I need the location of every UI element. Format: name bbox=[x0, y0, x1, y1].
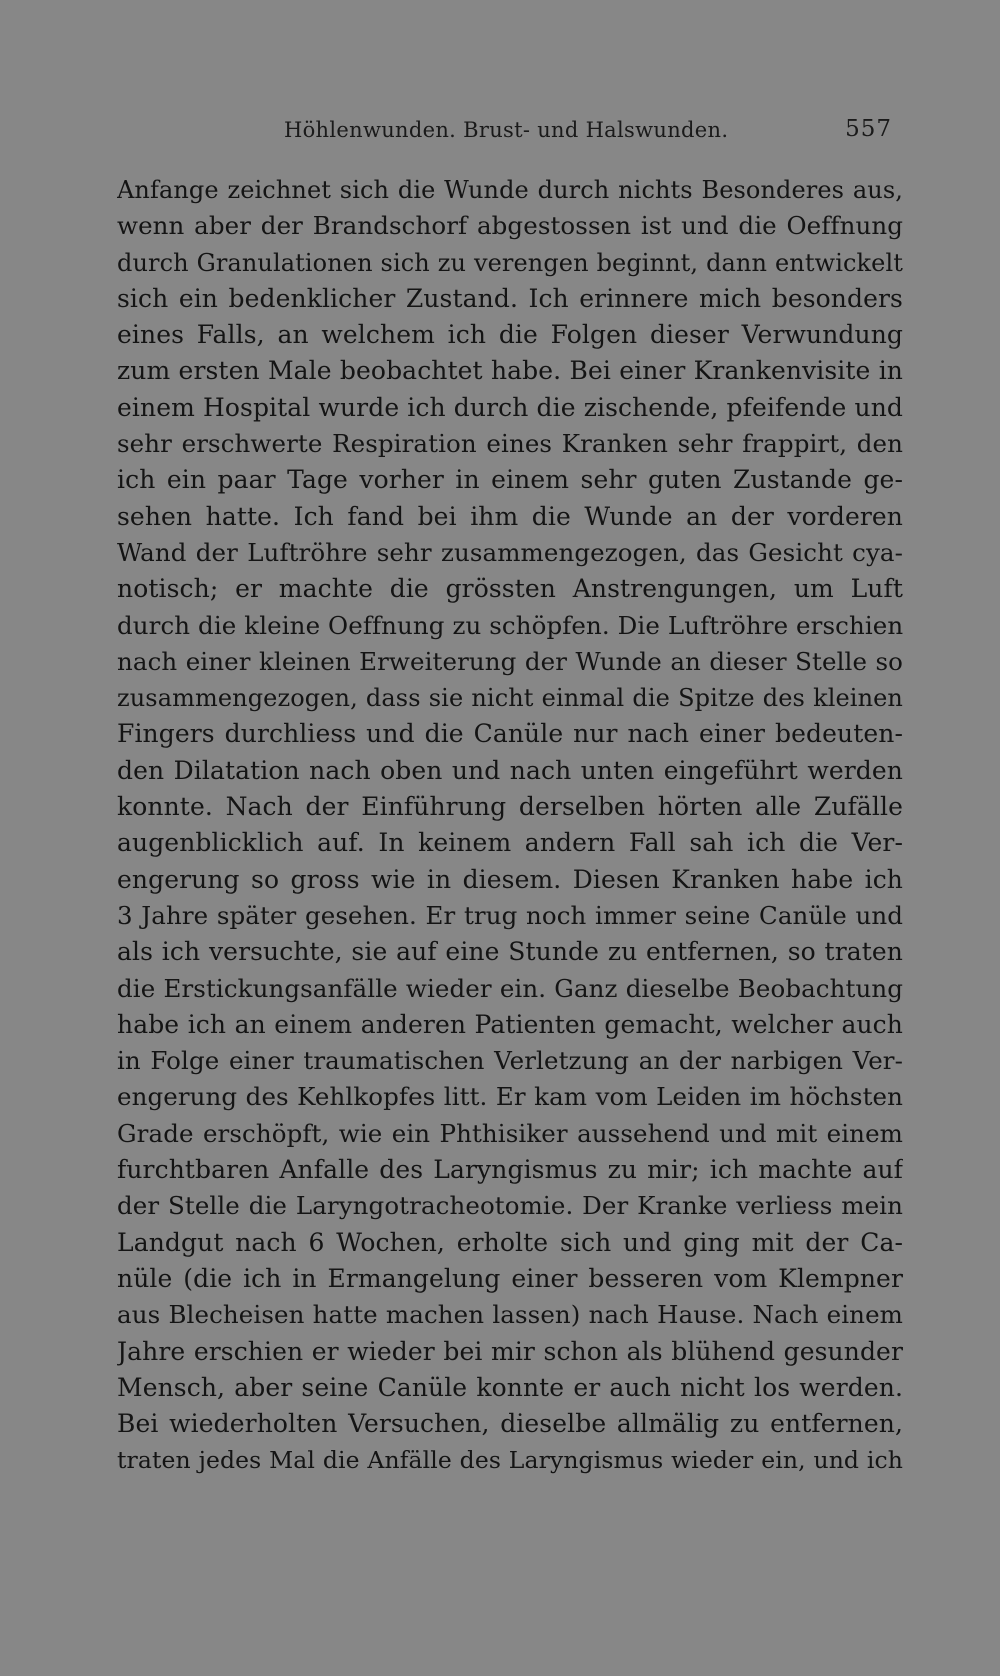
text-line: in Folge einer traumatischen Verletzung an der narbigen Ver- bbox=[117, 1046, 903, 1076]
running-head: Höhlenwunden. Brust- und Halswunden. bbox=[284, 118, 729, 142]
text-line: ich ein paar Tage vorher in einem sehr guten Zustande ge- bbox=[117, 465, 903, 495]
text-line: Grade erschöpft, wie ein Phthisiker aussehend und mit einem bbox=[117, 1118, 903, 1148]
text-line: sich ein bedenklicher Zustand. Ich erinnere mich besonders bbox=[117, 283, 903, 313]
text-line: aus Blecheisen hatte machen lassen) nach Hause. Nach einem bbox=[117, 1300, 903, 1330]
text-line: notisch; er machte die grössten Anstrengungen, um Luft bbox=[117, 574, 903, 604]
text-line: einem Hospital wurde ich durch die zischende, pfeifende und bbox=[117, 392, 903, 422]
text-line: Wand der Luftröhre sehr zusammengezogen, das Gesicht cya- bbox=[117, 537, 903, 567]
text-line: engerung des Kehlkopfes litt. Er kam vom Leiden im höchsten bbox=[117, 1082, 903, 1112]
text-line: wenn aber der Brandschorf abgestossen ist und die Oeffnung bbox=[117, 211, 903, 241]
text-line: traten jedes Mal die Anfälle des Laryngismus wieder ein, und ich bbox=[117, 1446, 903, 1475]
text-line: konnte. Nach der Einführung derselben hörten alle Zufälle bbox=[117, 792, 903, 822]
text-line: die Erstickungsanfälle wieder ein. Ganz dieselbe Beobachtung bbox=[117, 973, 903, 1003]
text-line: sehen hatte. Ich fand bei ihm die Wunde an der vorderen bbox=[117, 501, 903, 531]
text-line: nüle (die ich in Ermangelung einer besseren vom Klempner bbox=[117, 1263, 903, 1293]
text-line: augenblicklich auf. In keinem andern Fall sah ich die Ver- bbox=[117, 828, 903, 858]
text-line: Landgut nach 6 Wochen, erholte sich und ging mit der Ca- bbox=[117, 1227, 903, 1257]
text-line: durch die kleine Oeffnung zu schöpfen. Die Luftröhre erschien bbox=[117, 610, 903, 640]
text-line: durch Granulationen sich zu verengen beginnt, dann entwickelt bbox=[117, 248, 903, 277]
text-line: der Stelle die Laryngotracheotomie. Der Kranke verliess mein bbox=[117, 1191, 903, 1221]
text-line: Bei wiederholten Versuchen, dieselbe allmälig zu entfernen, bbox=[117, 1409, 903, 1439]
page-number: 557 bbox=[845, 116, 892, 142]
text-line: zum ersten Male beobachtet habe. Bei einer Krankenvisite in bbox=[117, 356, 903, 386]
text-line: Mensch, aber seine Canüle konnte er auch nicht los werden. bbox=[117, 1372, 903, 1402]
text-line: als ich versuchte, sie auf eine Stunde zu entfernen, so traten bbox=[117, 937, 903, 967]
text-line: zusammengezogen, dass sie nicht einmal die Spitze des kleinen bbox=[117, 684, 903, 713]
text-line: 3 Jahre später gesehen. Er trug noch immer seine Canüle und bbox=[117, 900, 903, 930]
text-line: den Dilatation nach oben und nach unten eingeführt werden bbox=[117, 755, 903, 785]
text-line: nach einer kleinen Erweiterung der Wunde an dieser Stelle so bbox=[117, 646, 903, 676]
text-line: Anfange zeichnet sich die Wunde durch nichts Besonderes aus, bbox=[117, 176, 903, 204]
text-line: Jahre erschien er wieder bei mir schon als blühend gesunder bbox=[117, 1336, 903, 1366]
text-line: engerung so gross wie in diesem. Diesen Kranken habe ich bbox=[117, 864, 903, 894]
body-text bbox=[117, 172, 903, 1479]
text-line: eines Falls, an welchem ich die Folgen dieser Verwundung bbox=[117, 320, 903, 350]
text-line: sehr erschwerte Respiration eines Kranken sehr frappirt, den bbox=[117, 429, 903, 459]
page-header bbox=[116, 118, 896, 148]
text-line: furchtbaren Anfalle des Laryngismus zu mir; ich machte auf bbox=[117, 1155, 903, 1185]
text-line: Fingers durchliess und die Canüle nur nach einer bedeuten- bbox=[117, 719, 903, 749]
text-line: habe ich an einem anderen Patienten gemacht, welcher auch bbox=[117, 1009, 903, 1039]
